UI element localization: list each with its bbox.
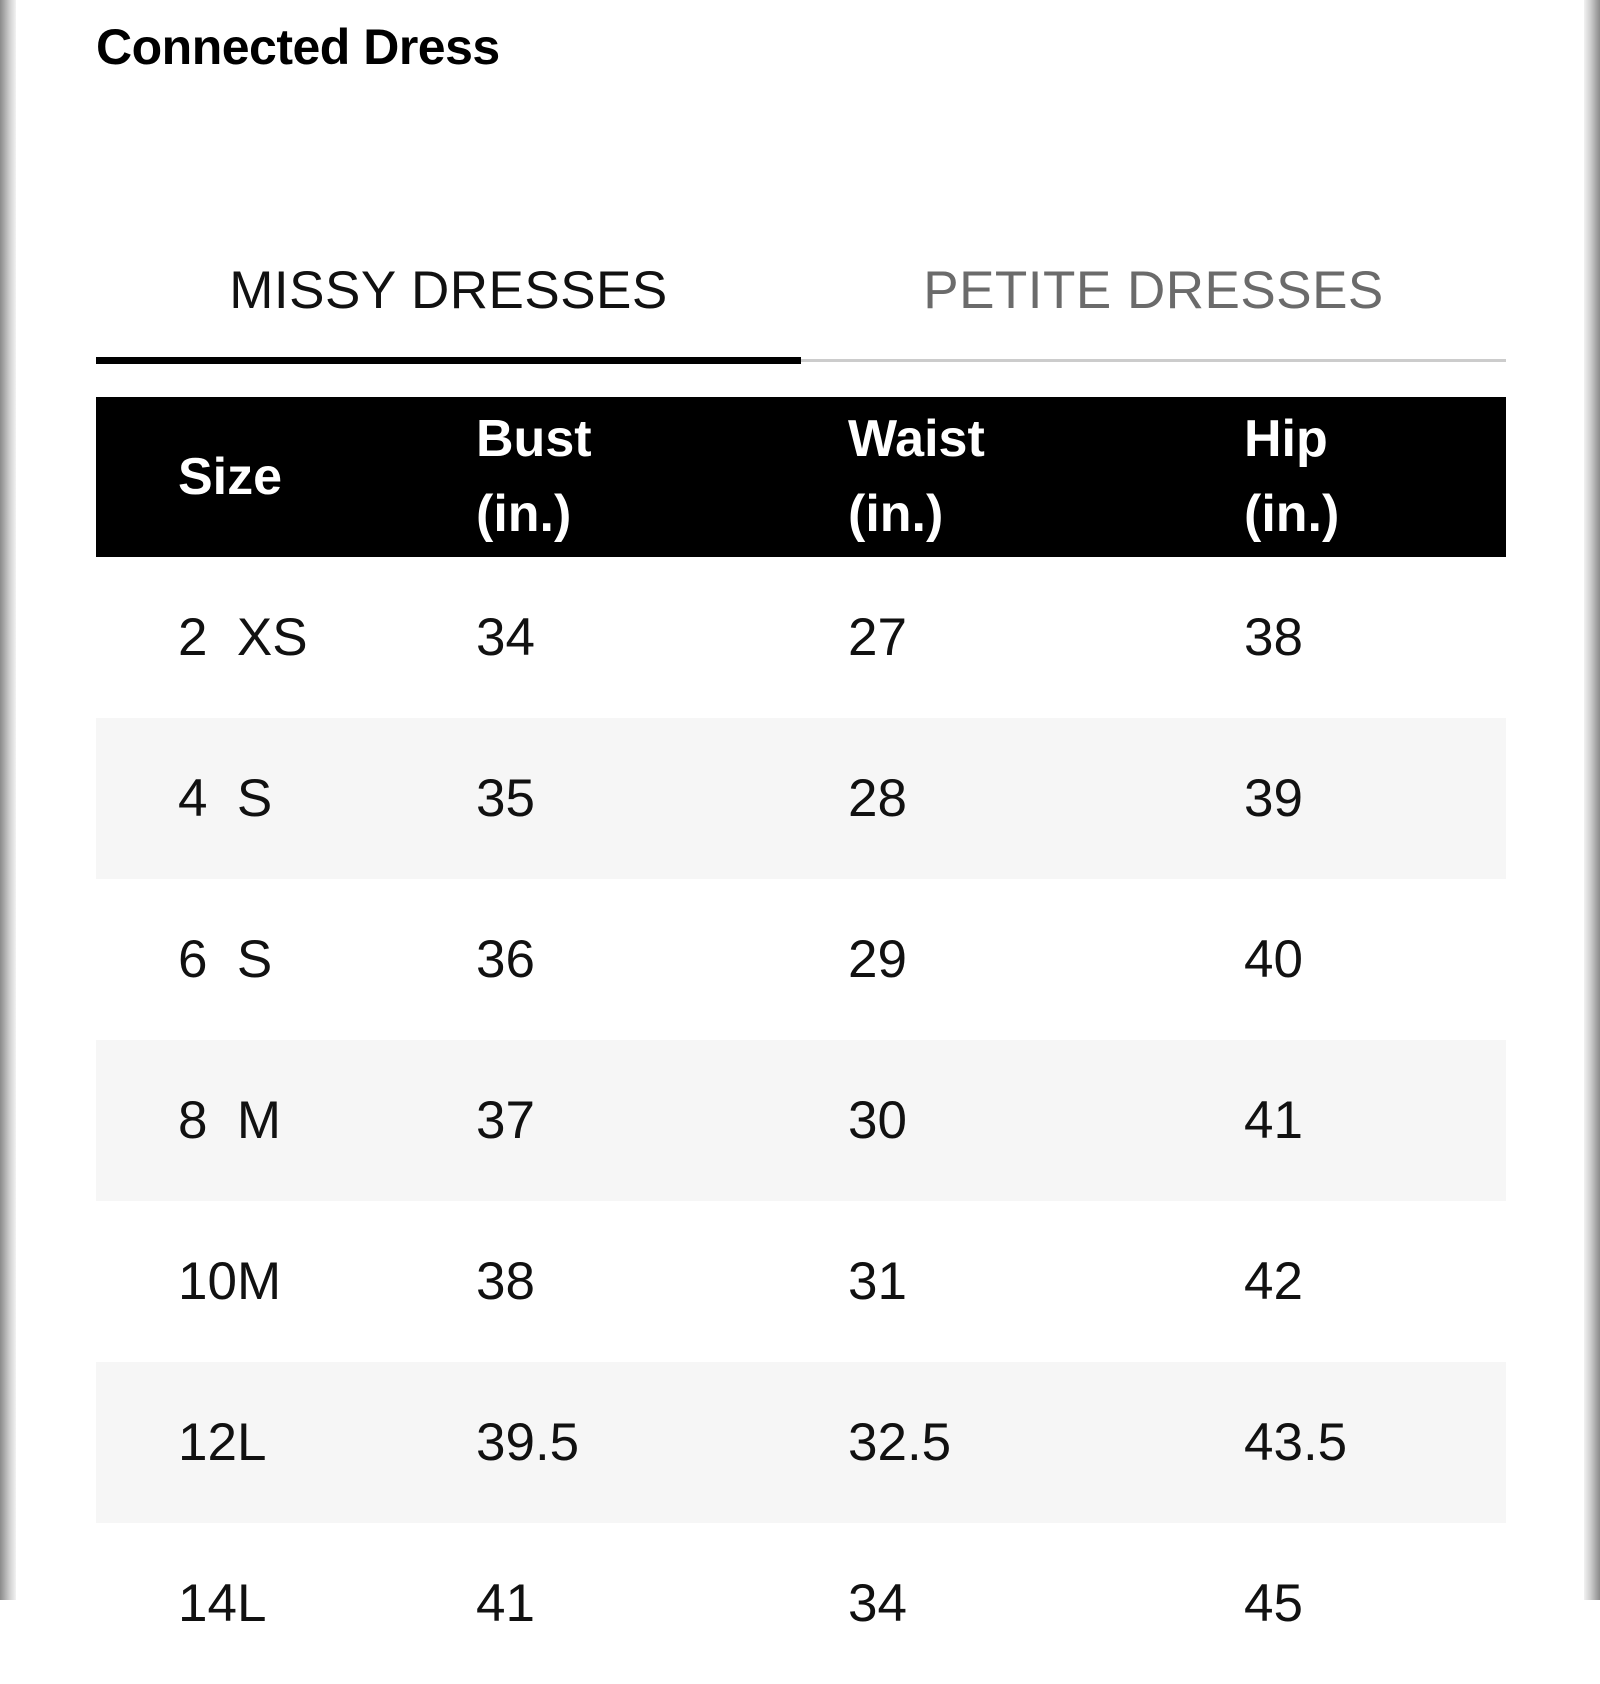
header-hip-unit: (in.) xyxy=(1244,485,1340,543)
cell-size: 2 XS xyxy=(178,608,308,667)
header-size-label: Size xyxy=(178,447,283,506)
tab-petite-dresses[interactable]: PETITE DRESSES xyxy=(923,260,1384,320)
cell-bust: 38 xyxy=(476,1252,535,1311)
cell-waist: 34 xyxy=(848,1574,907,1633)
cell-size: 12L xyxy=(178,1413,267,1472)
table-body xyxy=(96,557,1506,1684)
cell-size: 6 S xyxy=(178,930,273,989)
right-frame-edge xyxy=(1584,0,1600,1600)
cell-waist: 28 xyxy=(848,769,907,828)
header-hip-label: Hip xyxy=(1244,410,1328,468)
left-frame-edge xyxy=(0,0,16,1600)
size-chart-table xyxy=(96,397,1506,1684)
header-waist-label: Waist xyxy=(848,410,985,468)
cell-hip: 40 xyxy=(1244,930,1303,989)
header-size xyxy=(178,397,282,557)
tab-missy-dresses[interactable]: MISSY DRESSES xyxy=(229,260,668,320)
cell-hip: 45 xyxy=(1244,1574,1303,1633)
cell-hip: 39 xyxy=(1244,769,1303,828)
table-row xyxy=(96,718,1506,879)
header-waist-unit: (in.) xyxy=(848,485,944,543)
cell-waist: 32.5 xyxy=(848,1413,952,1472)
cell-waist: 29 xyxy=(848,930,907,989)
header-bust-label: Bust xyxy=(476,410,592,468)
cell-waist: 27 xyxy=(848,608,907,667)
cell-bust: 41 xyxy=(476,1574,535,1633)
cell-hip: 42 xyxy=(1244,1252,1303,1311)
cell-bust: 34 xyxy=(476,608,535,667)
cell-bust: 37 xyxy=(476,1091,535,1150)
header-waist xyxy=(848,397,985,557)
table-row xyxy=(96,1201,1506,1362)
cell-bust: 36 xyxy=(476,930,535,989)
cell-bust: 39.5 xyxy=(476,1413,580,1472)
cell-hip: 38 xyxy=(1244,608,1303,667)
table-row xyxy=(96,1362,1506,1523)
table-row xyxy=(96,1523,1506,1684)
table-row xyxy=(96,557,1506,718)
page-title: Connected Dress xyxy=(96,19,500,75)
cell-size: 10M xyxy=(178,1252,282,1311)
active-tab-indicator xyxy=(96,357,801,364)
size-category-tabs xyxy=(96,220,1506,365)
table-header-row xyxy=(96,397,1506,557)
cell-size: 14L xyxy=(178,1574,267,1633)
table-row xyxy=(96,879,1506,1040)
cell-waist: 30 xyxy=(848,1091,907,1150)
table-row xyxy=(96,1040,1506,1201)
cell-bust: 35 xyxy=(476,769,535,828)
cell-size: 4 S xyxy=(178,769,273,828)
cell-size: 8 M xyxy=(178,1091,282,1150)
header-bust xyxy=(476,397,592,557)
cell-hip: 43.5 xyxy=(1244,1413,1348,1472)
cell-hip: 41 xyxy=(1244,1091,1303,1150)
header-hip xyxy=(1244,397,1339,557)
header-bust-unit: (in.) xyxy=(476,485,572,543)
cell-waist: 31 xyxy=(848,1252,907,1311)
